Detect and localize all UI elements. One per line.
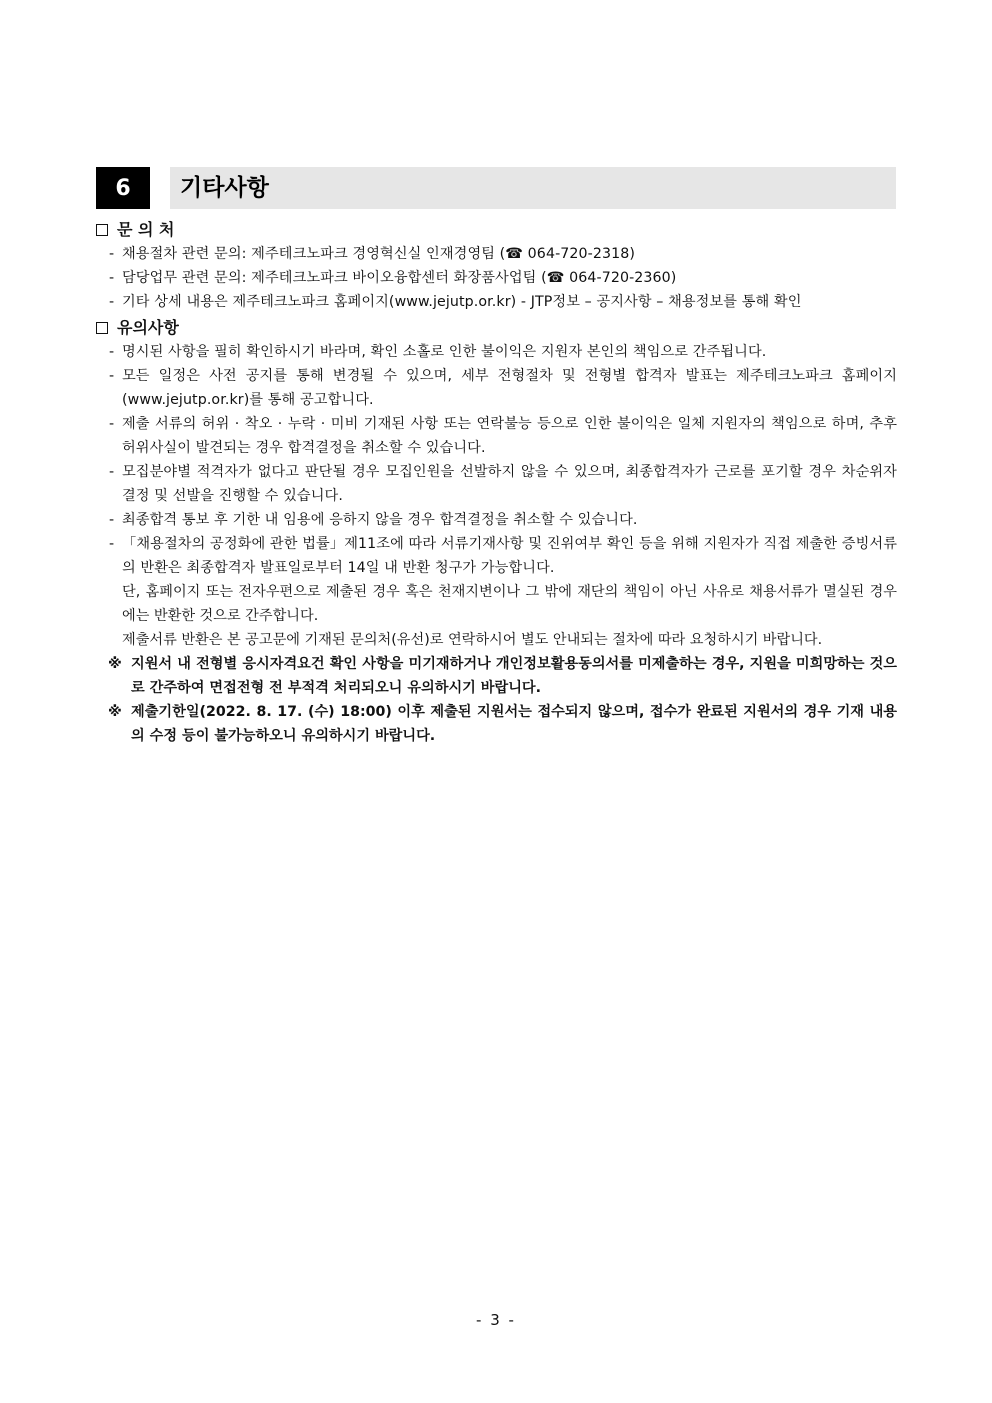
inquiry-title: 문 의 처 [117,220,175,239]
list-item: - 제출 서류의 허위 · 착오 · 누락 · 미비 기재된 사항 또는 연락불능 등으로 인한 불이익은 일체 지원자의 책임으로 하며, 추후 허위사실이 발견되는 경우 합격결정을 취소할 수 있습니다. [109,416,897,456]
list-item: - 최종합격 통보 후 기한 내 임용에 응하지 않을 경우 합격결정을 취소할 수 있습니다. [109,512,638,528]
list-item: - 명시된 사항을 필히 확인하시기 바라며, 확인 소홀로 인한 불이익은 지원자 본인의 책임으로 간주됩니다. [109,344,767,360]
continuation-text: 제출서류 반환은 본 공고문에 기재된 문의처(유선)로 연락하시어 별도 안내되는 절차에 따라 요청하시기 바랍니다. [122,632,823,648]
section-content [95,216,897,748]
checkbox-icon [96,322,108,334]
list-item: - 모든 일정은 사전 공지를 통해 변경될 수 있으며, 세부 전형절차 및 전형별 합격자 발표는 제주테크노파크 홈페이지(www.jejutp.or.kr)를 통해 공고합니다. [109,368,897,408]
list-item: - 기타 상세 내용은 제주테크노파크 홈페이지(www.jejutp.or.kr) - JTP정보 – 공지사항 – 채용정보를 통해 확인 [109,294,802,310]
list-item: - 「채용절차의 공정화에 관한 법률」제11조에 따라 서류기재사항 및 진위여부 확인 등을 위해 지원자가 직접 제출한 증빙서류의 반환은 최종합격자 발표일로부터 14일 내 반환 청구가 가능합니다. [109,536,897,576]
section-number: 6 [96,167,150,209]
list-item: - 담당업무 관련 문의: 제주테크노파크 바이오융합센터 화장품사업팀 (☎ 064-720-2360) [109,270,677,286]
list-item: - 채용절차 관련 문의: 제주테크노파크 경영혁신실 인재경영팀 (☎ 064-720-2318) [109,246,636,262]
section-header [96,167,896,209]
checkbox-icon [96,224,108,236]
notes-title: 유의사항 [117,318,179,337]
list-item: - 모집분야별 적격자가 없다고 판단될 경우 모집인원을 선발하지 않을 수 있으며, 최종합격자가 근로를 포기할 경우 차순위자 결정 및 선발을 진행할 수 있습니다. [109,464,897,504]
section-title-box [170,167,896,209]
warning-note: ※ 지원서 내 전형별 응시자격요건 확인 사항을 미기재하거나 개인정보활용동의서를 미제출하는 경우, 지원을 미희망하는 것으로 간주하여 면접전형 전 부적격 처리되오니 유의하시기 바랍니다. [108,656,897,696]
warning-note: ※ 제출기한일(2022. 8. 17. (수) 18:00) 이후 제출된 지원서는 접수되지 않으며, 접수가 완료된 지원서의 경우 기재 내용의 수정 등이 불가능하오니 유의하시기 바랍니다. [108,704,897,744]
notes-heading [95,316,897,340]
page-number: - 3 - [476,1311,516,1329]
section-title: 기타사항 [180,175,269,201]
inquiry-heading [95,218,897,242]
continuation-text: 단, 홈페이지 또는 전자우편으로 제출된 경우 혹은 천재지변이나 그 밖에 재단의 책임이 아닌 사유로 채용서류가 멸실된 경우에는 반환한 것으로 간주합니다. [122,584,897,624]
